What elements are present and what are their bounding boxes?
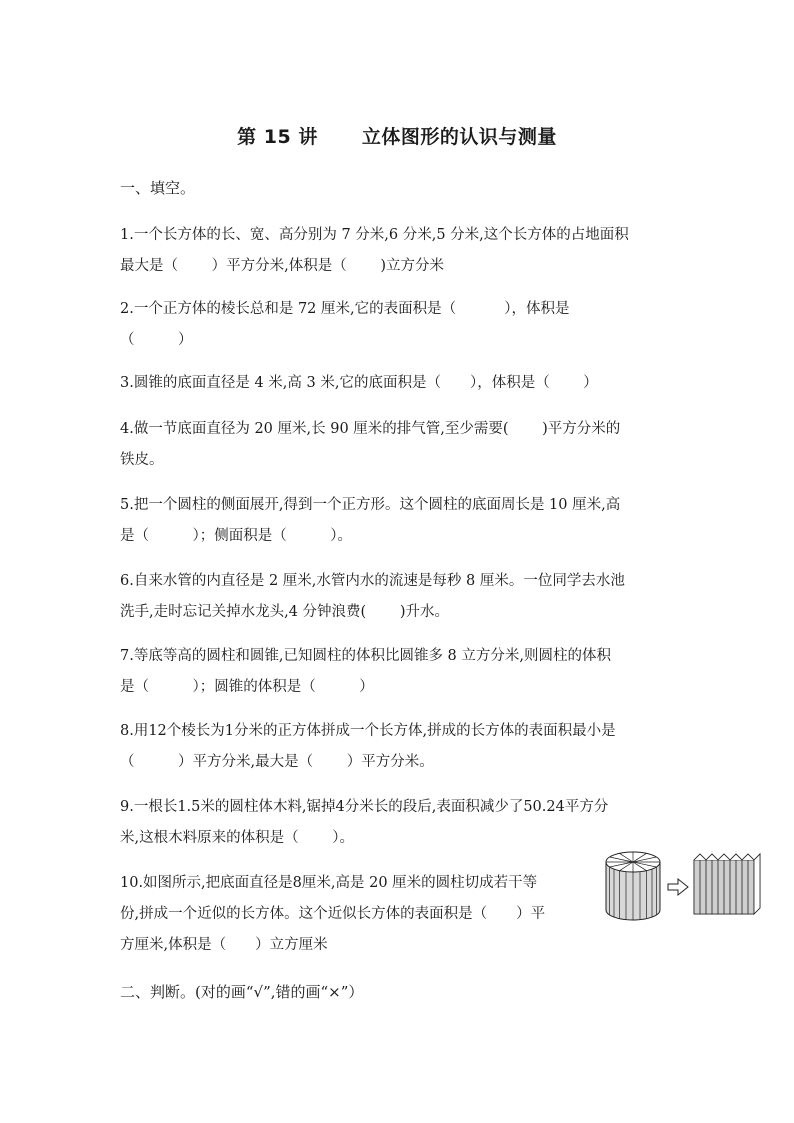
question-line: 最大是（ ）平方分米,体积是（ )立方分米	[120, 258, 444, 274]
question-2	[120, 294, 676, 356]
question-line: 方厘米,体积是（ ）立方厘米	[120, 937, 328, 953]
question-line: 是（ ）；侧面积是（ ）。	[120, 528, 352, 544]
question-line: 是（ ）；圆锥的体积是（ ）	[120, 679, 374, 695]
cylinder-icon	[606, 852, 660, 920]
cylinder-to-cuboid-figure	[602, 846, 774, 926]
question-line: 份,拼成一个近似的长方体。这个近似长方体的表面积是（ ）平	[120, 906, 546, 922]
question-3	[120, 368, 676, 399]
question-line: 5.把一个圆柱的侧面展开,得到一个正方形。这个圆柱的底面周长是 10 厘米,高	[120, 497, 621, 513]
question-line: 铁皮。	[120, 452, 164, 468]
question-line: 7.等底等高的圆柱和圆锥,已知圆柱的体积比圆锥多 8 立方分米,则圆柱的体积	[120, 648, 611, 664]
question-line: 6.自来水管的内直径是 2 厘米,水管内水的流速是每秒 8 厘米。一位同学去水池	[120, 573, 625, 589]
question-line: （ ）平方分米,最大是（ ）平方分米。	[120, 754, 434, 770]
question-line: 3.圆锥的底面直径是 4 米,高 3 米,它的底面积是（ ），体积是（ ）	[120, 375, 598, 391]
question-line: 1.一个长方体的长、宽、高分别为 7 分米,6 分米,5 分米,这个长方体的占地面积	[120, 227, 629, 243]
question-line: 4.做一节底面直径为 20 厘米,长 90 厘米的排气管,至少需要( )平方分米的	[120, 421, 621, 437]
section-heading-true-false: 二、判断。(对的画“√”,错的画“×”）	[120, 983, 364, 1001]
question-line: 10.如图所示,把底面直径是8厘米,高是 20 厘米的圆柱切成若干等	[120, 875, 538, 891]
question-line: 8.用12个棱长为1分米的正方体拼成一个长方体,拼成的长方体的表面积最小是	[120, 723, 616, 739]
section-heading-fill-blank: 一、填空。	[120, 179, 196, 197]
question-line: 洗手,走时忘记关掉水龙头,4 分钟浪费( )升水。	[120, 604, 449, 620]
lesson-topic: 立体图形的认识与测量	[361, 126, 557, 148]
question-9	[120, 792, 676, 854]
lesson-number: 第 15 讲	[237, 126, 318, 148]
question-4	[120, 414, 676, 476]
question-line: （ ）	[120, 332, 193, 348]
question-7	[120, 641, 676, 703]
question-8	[120, 716, 676, 778]
page-title	[0, 122, 794, 149]
question-10	[120, 868, 590, 961]
question-1	[120, 220, 676, 282]
arrow-right-icon	[668, 879, 688, 895]
question-line: 9.一根长1.5米的圆柱体木料,锯掉4分米长的段后,表面积减少了50.24平方分	[120, 799, 609, 815]
question-line: 米,这根木料原来的体积是（ ）。	[120, 830, 354, 846]
question-line: 2.一个正方体的棱长总和是 72 厘米,它的表面积是（ ），体积是	[120, 301, 570, 317]
cuboid-slices-icon	[694, 854, 760, 914]
question-6	[120, 566, 676, 628]
question-5	[120, 490, 676, 552]
